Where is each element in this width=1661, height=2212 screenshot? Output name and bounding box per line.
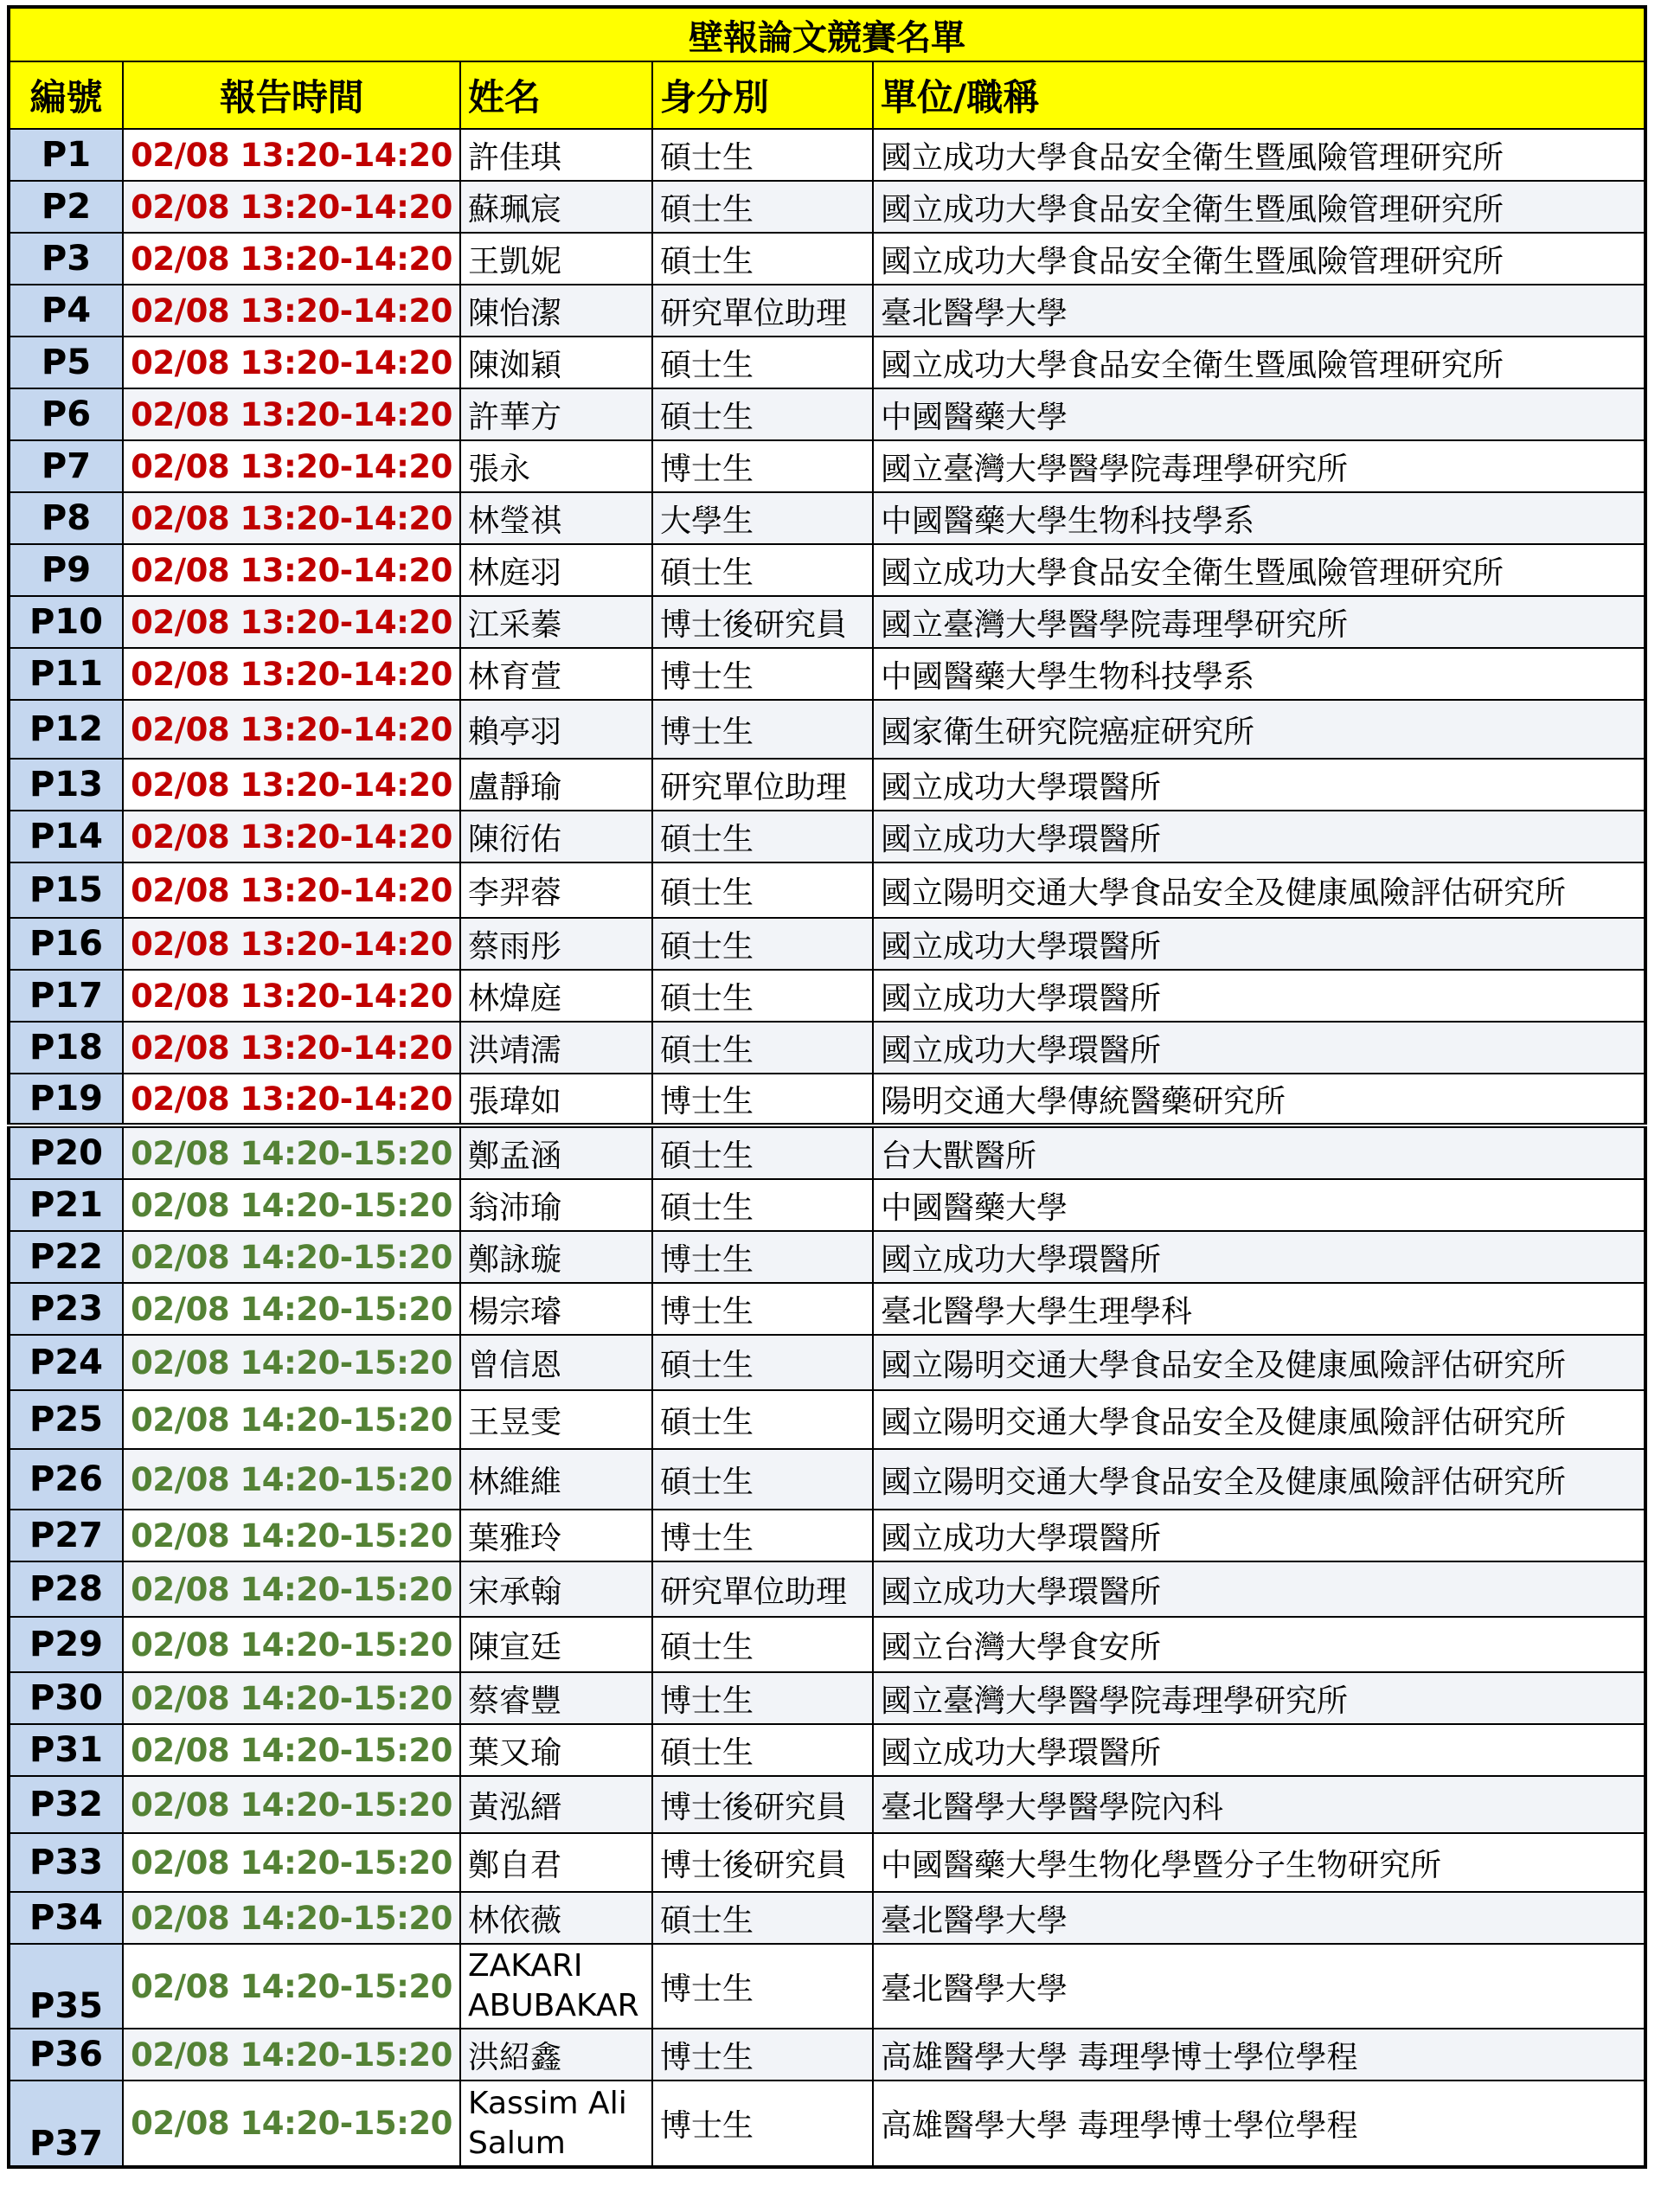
table-row <box>9 1724 1645 1776</box>
row-time: 02/08 13:20-14:20 <box>123 811 460 862</box>
row-role: 博士生 <box>652 440 873 492</box>
row-time: 02/08 13:20-14:20 <box>123 285 460 337</box>
row-id: P34 <box>9 1892 123 1944</box>
row-role: 碩士生 <box>652 1390 873 1449</box>
row-name: 賴亭羽 <box>460 700 652 759</box>
row-unit: 國立成功大學環醫所 <box>873 1724 1645 1776</box>
row-name: 蔡雨彤 <box>460 918 652 970</box>
row-time: 02/08 14:20-15:20 <box>123 1561 460 1617</box>
row-id: P5 <box>9 337 123 388</box>
row-time: 02/08 13:20-14:20 <box>123 970 460 1022</box>
table-row <box>9 1672 1645 1724</box>
row-id: P9 <box>9 544 123 596</box>
row-role: 博士生 <box>652 1231 873 1283</box>
row-id: P16 <box>9 918 123 970</box>
table-row <box>9 492 1645 544</box>
row-unit: 國立陽明交通大學食品安全及健康風險評估研究所 <box>873 1335 1645 1390</box>
row-time: 02/08 14:20-15:20 <box>123 1335 460 1390</box>
table-row <box>9 1390 1645 1449</box>
row-unit: 國立陽明交通大學食品安全及健康風險評估研究所 <box>873 1390 1645 1449</box>
row-unit: 中國醫藥大學 <box>873 1179 1645 1231</box>
row-unit: 國立成功大學食品安全衛生暨風險管理研究所 <box>873 233 1645 285</box>
row-time: 02/08 14:20-15:20 <box>123 1724 460 1776</box>
row-time: 02/08 13:20-14:20 <box>123 233 460 285</box>
row-role: 博士後研究員 <box>652 1776 873 1833</box>
row-time: 02/08 14:20-15:20 <box>123 1510 460 1561</box>
table-row <box>9 440 1645 492</box>
row-role: 碩士生 <box>652 1125 873 1179</box>
row-id: P36 <box>9 2029 123 2081</box>
header-id: 編號 <box>9 61 123 129</box>
row-name: 林依薇 <box>460 1892 652 1944</box>
row-unit: 國立台灣大學食安所 <box>873 1617 1645 1672</box>
row-unit: 國立陽明交通大學食品安全及健康風險評估研究所 <box>873 1449 1645 1510</box>
row-id: P4 <box>9 285 123 337</box>
row-role: 博士生 <box>652 1672 873 1724</box>
row-unit: 國立成功大學食品安全衛生暨風險管理研究所 <box>873 544 1645 596</box>
row-unit: 中國醫藥大學生物科技學系 <box>873 492 1645 544</box>
row-role: 碩士生 <box>652 1179 873 1231</box>
header-role: 身分別 <box>652 61 873 129</box>
row-name: 許佳琪 <box>460 129 652 181</box>
row-time: 02/08 14:20-15:20 <box>123 1449 460 1510</box>
row-name: 王昱雯 <box>460 1390 652 1449</box>
row-name: 翁沛瑜 <box>460 1179 652 1231</box>
row-name: 蘇珮宸 <box>460 181 652 233</box>
row-id: P23 <box>9 1283 123 1335</box>
row-unit: 國立成功大學環醫所 <box>873 1022 1645 1074</box>
row-role: 博士生 <box>652 700 873 759</box>
table-row <box>9 1892 1645 1944</box>
row-name: 鄭詠璇 <box>460 1231 652 1283</box>
row-unit: 國立臺灣大學醫學院毒理學研究所 <box>873 440 1645 492</box>
row-name: 林瑩祺 <box>460 492 652 544</box>
row-id: P2 <box>9 181 123 233</box>
table-row <box>9 1125 1645 1179</box>
table-row <box>9 970 1645 1022</box>
row-role: 碩士生 <box>652 862 873 918</box>
table-row <box>9 2029 1645 2081</box>
row-name: 陳宣廷 <box>460 1617 652 1672</box>
row-unit: 國立成功大學環醫所 <box>873 1561 1645 1617</box>
table-row <box>9 700 1645 759</box>
poster-competition-sheet <box>7 5 1644 2169</box>
row-unit: 臺北醫學大學 <box>873 1892 1645 1944</box>
table-row <box>9 1833 1645 1892</box>
row-name: 葉雅玲 <box>460 1510 652 1561</box>
row-id: P18 <box>9 1022 123 1074</box>
row-role: 碩士生 <box>652 181 873 233</box>
row-time: 02/08 14:20-15:20 <box>123 2029 460 2081</box>
header-row <box>9 61 1645 129</box>
row-time: 02/08 13:20-14:20 <box>123 337 460 388</box>
row-name: 張瑋如 <box>460 1074 652 1125</box>
row-time: 02/08 13:20-14:20 <box>123 918 460 970</box>
row-id: P32 <box>9 1776 123 1833</box>
row-unit: 中國醫藥大學生物科技學系 <box>873 648 1645 700</box>
row-id: P17 <box>9 970 123 1022</box>
row-name: 鄭孟涵 <box>460 1125 652 1179</box>
row-name: 林維維 <box>460 1449 652 1510</box>
row-id: P37 <box>9 2081 123 2167</box>
row-id: P35 <box>9 1944 123 2029</box>
row-role: 博士生 <box>652 1074 873 1125</box>
table-row <box>9 759 1645 811</box>
header-time: 報告時間 <box>123 61 460 129</box>
row-role: 研究單位助理 <box>652 759 873 811</box>
row-id: P10 <box>9 596 123 648</box>
row-name: 陳衍佑 <box>460 811 652 862</box>
row-time: 02/08 13:20-14:20 <box>123 1074 460 1125</box>
row-role: 碩士生 <box>652 970 873 1022</box>
table-row <box>9 1283 1645 1335</box>
row-unit: 高雄醫學大學 毒理學博士學位學程 <box>873 2081 1645 2167</box>
row-unit: 中國醫藥大學生物化學暨分子生物研究所 <box>873 1833 1645 1892</box>
row-name: 蔡睿豐 <box>460 1672 652 1724</box>
row-name: 陳洳穎 <box>460 337 652 388</box>
row-id: P1 <box>9 129 123 181</box>
row-id: P3 <box>9 233 123 285</box>
row-role: 大學生 <box>652 492 873 544</box>
row-role: 碩士生 <box>652 1724 873 1776</box>
row-unit: 國立成功大學食品安全衛生暨風險管理研究所 <box>873 129 1645 181</box>
row-name: ZAKARI ABUBAKAR <box>460 1944 652 2029</box>
row-name: 陳怡潔 <box>460 285 652 337</box>
row-name: 江采蓁 <box>460 596 652 648</box>
row-id: P25 <box>9 1390 123 1449</box>
row-unit: 國立成功大學環醫所 <box>873 811 1645 862</box>
row-role: 碩士生 <box>652 1335 873 1390</box>
row-role: 博士後研究員 <box>652 1833 873 1892</box>
row-role: 碩士生 <box>652 129 873 181</box>
row-name: 葉又瑜 <box>460 1724 652 1776</box>
table-row <box>9 285 1645 337</box>
row-role: 碩士生 <box>652 1617 873 1672</box>
table-row <box>9 1022 1645 1074</box>
row-id: P30 <box>9 1672 123 1724</box>
row-name: 許華方 <box>460 388 652 440</box>
row-id: P28 <box>9 1561 123 1617</box>
row-id: P31 <box>9 1724 123 1776</box>
row-unit: 中國醫藥大學 <box>873 388 1645 440</box>
table-row <box>9 1944 1645 2029</box>
row-name: 李羿蓉 <box>460 862 652 918</box>
row-role: 博士生 <box>652 648 873 700</box>
row-unit: 國立成功大學環醫所 <box>873 1231 1645 1283</box>
row-role: 博士生 <box>652 2029 873 2081</box>
row-time: 02/08 14:20-15:20 <box>123 2081 460 2167</box>
row-time: 02/08 14:20-15:20 <box>123 1617 460 1672</box>
table-row <box>9 544 1645 596</box>
row-name: 林庭羽 <box>460 544 652 596</box>
row-time: 02/08 13:20-14:20 <box>123 440 460 492</box>
row-time: 02/08 13:20-14:20 <box>123 129 460 181</box>
table-row <box>9 596 1645 648</box>
row-time: 02/08 13:20-14:20 <box>123 596 460 648</box>
row-role: 博士後研究員 <box>652 596 873 648</box>
row-id: P20 <box>9 1125 123 1179</box>
row-time: 02/08 14:20-15:20 <box>123 1776 460 1833</box>
row-name: 洪靖濡 <box>460 1022 652 1074</box>
row-id: P26 <box>9 1449 123 1510</box>
row-unit: 國立成功大學食品安全衛生暨風險管理研究所 <box>873 337 1645 388</box>
row-time: 02/08 14:20-15:20 <box>123 1125 460 1179</box>
row-name: 王凱妮 <box>460 233 652 285</box>
row-id: P7 <box>9 440 123 492</box>
row-role: 碩士生 <box>652 1022 873 1074</box>
row-unit: 國立成功大學環醫所 <box>873 759 1645 811</box>
row-role: 碩士生 <box>652 1449 873 1510</box>
row-name: 宋承翰 <box>460 1561 652 1617</box>
row-name: 曾信恩 <box>460 1335 652 1390</box>
row-unit: 臺北醫學大學 <box>873 1944 1645 2029</box>
row-unit: 國立成功大學環醫所 <box>873 918 1645 970</box>
header-name: 姓名 <box>460 61 652 129</box>
row-role: 碩士生 <box>652 811 873 862</box>
table-row <box>9 648 1645 700</box>
row-unit: 陽明交通大學傳統醫藥研究所 <box>873 1074 1645 1125</box>
row-unit: 國立臺灣大學醫學院毒理學研究所 <box>873 596 1645 648</box>
row-role: 博士生 <box>652 1944 873 2029</box>
row-time: 02/08 13:20-14:20 <box>123 388 460 440</box>
row-id: P14 <box>9 811 123 862</box>
row-time: 02/08 14:20-15:20 <box>123 1390 460 1449</box>
table-row <box>9 181 1645 233</box>
row-name: 鄭自君 <box>460 1833 652 1892</box>
table-row <box>9 1510 1645 1561</box>
row-id: P22 <box>9 1231 123 1283</box>
row-role: 碩士生 <box>652 337 873 388</box>
row-unit: 臺北醫學大學生理學科 <box>873 1283 1645 1335</box>
table-row <box>9 918 1645 970</box>
row-time: 02/08 14:20-15:20 <box>123 1944 460 2029</box>
row-name: 黃泓縉 <box>460 1776 652 1833</box>
table-row <box>9 233 1645 285</box>
row-time: 02/08 14:20-15:20 <box>123 1283 460 1335</box>
row-role: 碩士生 <box>652 544 873 596</box>
row-time: 02/08 13:20-14:20 <box>123 181 460 233</box>
table-row <box>9 1231 1645 1283</box>
table-row <box>9 1561 1645 1617</box>
row-id: P12 <box>9 700 123 759</box>
row-time: 02/08 13:20-14:20 <box>123 862 460 918</box>
row-role: 碩士生 <box>652 388 873 440</box>
row-id: P15 <box>9 862 123 918</box>
row-id: P8 <box>9 492 123 544</box>
row-id: P6 <box>9 388 123 440</box>
row-time: 02/08 14:20-15:20 <box>123 1833 460 1892</box>
row-role: 碩士生 <box>652 918 873 970</box>
table-body <box>9 129 1645 2167</box>
row-role: 博士生 <box>652 1510 873 1561</box>
row-id: P11 <box>9 648 123 700</box>
participant-table <box>7 5 1647 2169</box>
table-row <box>9 129 1645 181</box>
row-unit: 國立陽明交通大學食品安全及健康風險評估研究所 <box>873 862 1645 918</box>
row-name: 洪紹鑫 <box>460 2029 652 2081</box>
row-role: 研究單位助理 <box>652 1561 873 1617</box>
header-unit: 單位/職稱 <box>873 61 1645 129</box>
row-role: 碩士生 <box>652 233 873 285</box>
table-row <box>9 1449 1645 1510</box>
row-id: P19 <box>9 1074 123 1125</box>
row-role: 碩士生 <box>652 1892 873 1944</box>
table-row <box>9 862 1645 918</box>
table-row <box>9 1074 1645 1125</box>
row-name: 林煒庭 <box>460 970 652 1022</box>
row-unit: 國家衛生研究院癌症研究所 <box>873 700 1645 759</box>
row-role: 博士生 <box>652 1283 873 1335</box>
row-id: P27 <box>9 1510 123 1561</box>
row-unit: 國立成功大學食品安全衛生暨風險管理研究所 <box>873 181 1645 233</box>
row-role: 研究單位助理 <box>652 285 873 337</box>
row-time: 02/08 13:20-14:20 <box>123 700 460 759</box>
row-time: 02/08 14:20-15:20 <box>123 1231 460 1283</box>
row-time: 02/08 14:20-15:20 <box>123 1179 460 1231</box>
row-id: P29 <box>9 1617 123 1672</box>
row-unit: 高雄醫學大學 毒理學博士學位學程 <box>873 2029 1645 2081</box>
row-time: 02/08 13:20-14:20 <box>123 544 460 596</box>
row-unit: 台大獸醫所 <box>873 1125 1645 1179</box>
row-unit: 國立成功大學環醫所 <box>873 970 1645 1022</box>
row-id: P33 <box>9 1833 123 1892</box>
row-time: 02/08 14:20-15:20 <box>123 1892 460 1944</box>
table-row <box>9 1179 1645 1231</box>
table-row <box>9 1776 1645 1833</box>
row-time: 02/08 13:20-14:20 <box>123 648 460 700</box>
row-unit: 臺北醫學大學醫學院內科 <box>873 1776 1645 1833</box>
row-id: P24 <box>9 1335 123 1390</box>
row-name: Kassim Ali Salum <box>460 2081 652 2167</box>
table-row <box>9 1617 1645 1672</box>
row-time: 02/08 13:20-14:20 <box>123 1022 460 1074</box>
table-row <box>9 811 1645 862</box>
row-id: P21 <box>9 1179 123 1231</box>
row-role: 博士生 <box>652 2081 873 2167</box>
sheet-title: 壁報論文競賽名單 <box>9 7 1645 61</box>
table-row <box>9 2081 1645 2167</box>
row-id: P13 <box>9 759 123 811</box>
row-unit: 國立成功大學環醫所 <box>873 1510 1645 1561</box>
table-row <box>9 388 1645 440</box>
row-time: 02/08 13:20-14:20 <box>123 492 460 544</box>
row-name: 楊宗璿 <box>460 1283 652 1335</box>
table-row <box>9 337 1645 388</box>
row-unit: 臺北醫學大學 <box>873 285 1645 337</box>
row-name: 盧靜瑜 <box>460 759 652 811</box>
row-unit: 國立臺灣大學醫學院毒理學研究所 <box>873 1672 1645 1724</box>
row-time: 02/08 14:20-15:20 <box>123 1672 460 1724</box>
row-name: 張永 <box>460 440 652 492</box>
table-row <box>9 1335 1645 1390</box>
row-name: 林育萱 <box>460 648 652 700</box>
row-time: 02/08 13:20-14:20 <box>123 759 460 811</box>
